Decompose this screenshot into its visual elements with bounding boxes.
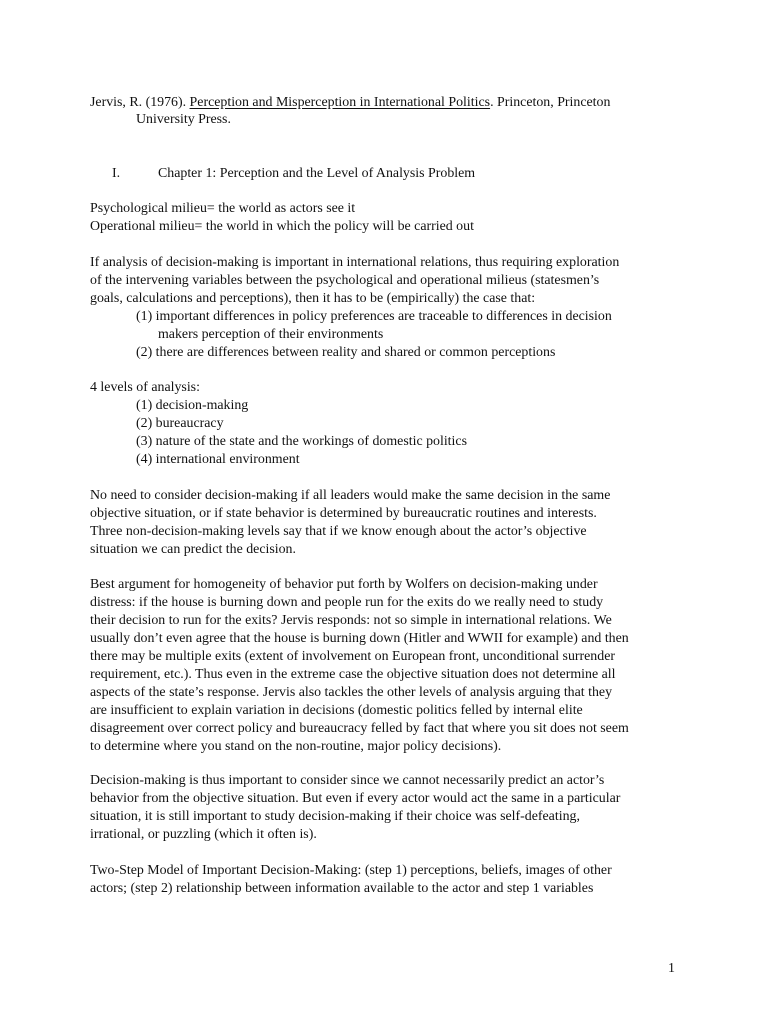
para-best-argument-line: to determine where you stand on the non-routine, major policy decisions). (90, 739, 502, 754)
chapter-title: Chapter 1: Perception and the Level of Analysis Problem (158, 166, 476, 181)
page-number: 1 (668, 961, 675, 976)
level-item: (3) nature of the state and the workings of domestic politics (136, 434, 467, 449)
para-no-need-line: No need to consider decision-making if all leaders would make the same decision in the same (90, 488, 611, 503)
list-item-condition-1-cont: makers perception of their environments (158, 327, 384, 342)
para-decision-making-line: behavior from the objective situation. But even if every actor would act the same in a particular (90, 791, 621, 806)
para-best-argument-line: there may be multiple exits (extent of involvement on European front, unconditional surrender (90, 649, 615, 664)
para-analysis-line: of the intervening variables between the psychological and operational milieus (statesmen’s (90, 273, 600, 288)
citation-author-year: Jervis, R. (1976). (90, 95, 190, 110)
para-no-need-line: situation we can predict the decision. (90, 542, 296, 557)
level-item: (2) bureaucracy (136, 416, 224, 431)
para-two-step-line: Two-Step Model of Important Decision-Making: (step 1) perceptions, beliefs, images of other (90, 863, 612, 878)
para-best-argument-line: their decision to run for the exits? Jervis responds: not so simple in international relations. We (90, 613, 612, 628)
para-decision-making-line: irrational, or puzzling (which it often is). (90, 827, 317, 842)
list-item-condition-2: (2) there are differences between reality and shared or common perceptions (136, 345, 556, 360)
citation-line-1 (90, 94, 610, 112)
list-item-condition-1: (1) important differences in policy preferences are traceable to differences in decision (136, 309, 612, 324)
definition-operational-milieu: Operational milieu= the world in which the policy will be carried out (90, 219, 474, 234)
citation-publisher: . Princeton, Princeton (490, 95, 611, 110)
para-analysis-line: If analysis of decision-making is important in international relations, thus requiring exploration (90, 255, 620, 270)
para-best-argument-line: aspects of the state’s response. Jervis also tackles the other levels of analysis arguing that they (90, 685, 613, 700)
para-best-argument-line: requirement, etc.). Thus even in the extreme case the objective situation does not determine all (90, 667, 616, 682)
levels-heading: 4 levels of analysis: (90, 380, 200, 395)
para-decision-making-line: Decision-making is thus important to consider since we cannot necessarily predict an actor’s (90, 773, 605, 788)
para-decision-making-line: situation, it is still important to study decision-making if their choice was self-defeating, (90, 809, 580, 824)
para-best-argument-line: are insufficient to explain variation in decisions (domestic politics felled by internal elite (90, 703, 583, 718)
para-best-argument-line: distress: if the house is burning down and people run for the exits do we really need to study (90, 595, 604, 610)
level-item: (1) decision-making (136, 398, 249, 413)
para-best-argument-line: usually don’t even agree that the house is burning down (Hitler and WWII for example) and then (90, 631, 629, 646)
para-no-need-line: Three non-decision-making levels say that if we know enough about the actor’s objective (90, 524, 587, 539)
para-best-argument-line: Best argument for homogeneity of behavior put forth by Wolfers on decision-making under (90, 577, 598, 592)
para-two-step-line: actors; (step 2) relationship between information available to the actor and step 1 variables (90, 881, 594, 896)
definition-psychological-milieu: Psychological milieu= the world as actors see it (90, 201, 356, 216)
citation-line-2: University Press. (136, 112, 231, 127)
citation-book-title: Perception and Misperception in International Politics (189, 95, 491, 110)
level-item: (4) international environment (136, 452, 300, 467)
para-analysis-line: goals, calculations and perceptions), then it has to be (empirically) the case that: (90, 291, 536, 306)
para-best-argument-line: disagreement over correct policy and bureaucracy felled by fact that where you sit does not seem (90, 721, 629, 736)
para-no-need-line: objective situation, or if state behavior is determined by bureaucratic routines and interests. (90, 506, 597, 521)
chapter-numeral: I. (112, 166, 121, 181)
